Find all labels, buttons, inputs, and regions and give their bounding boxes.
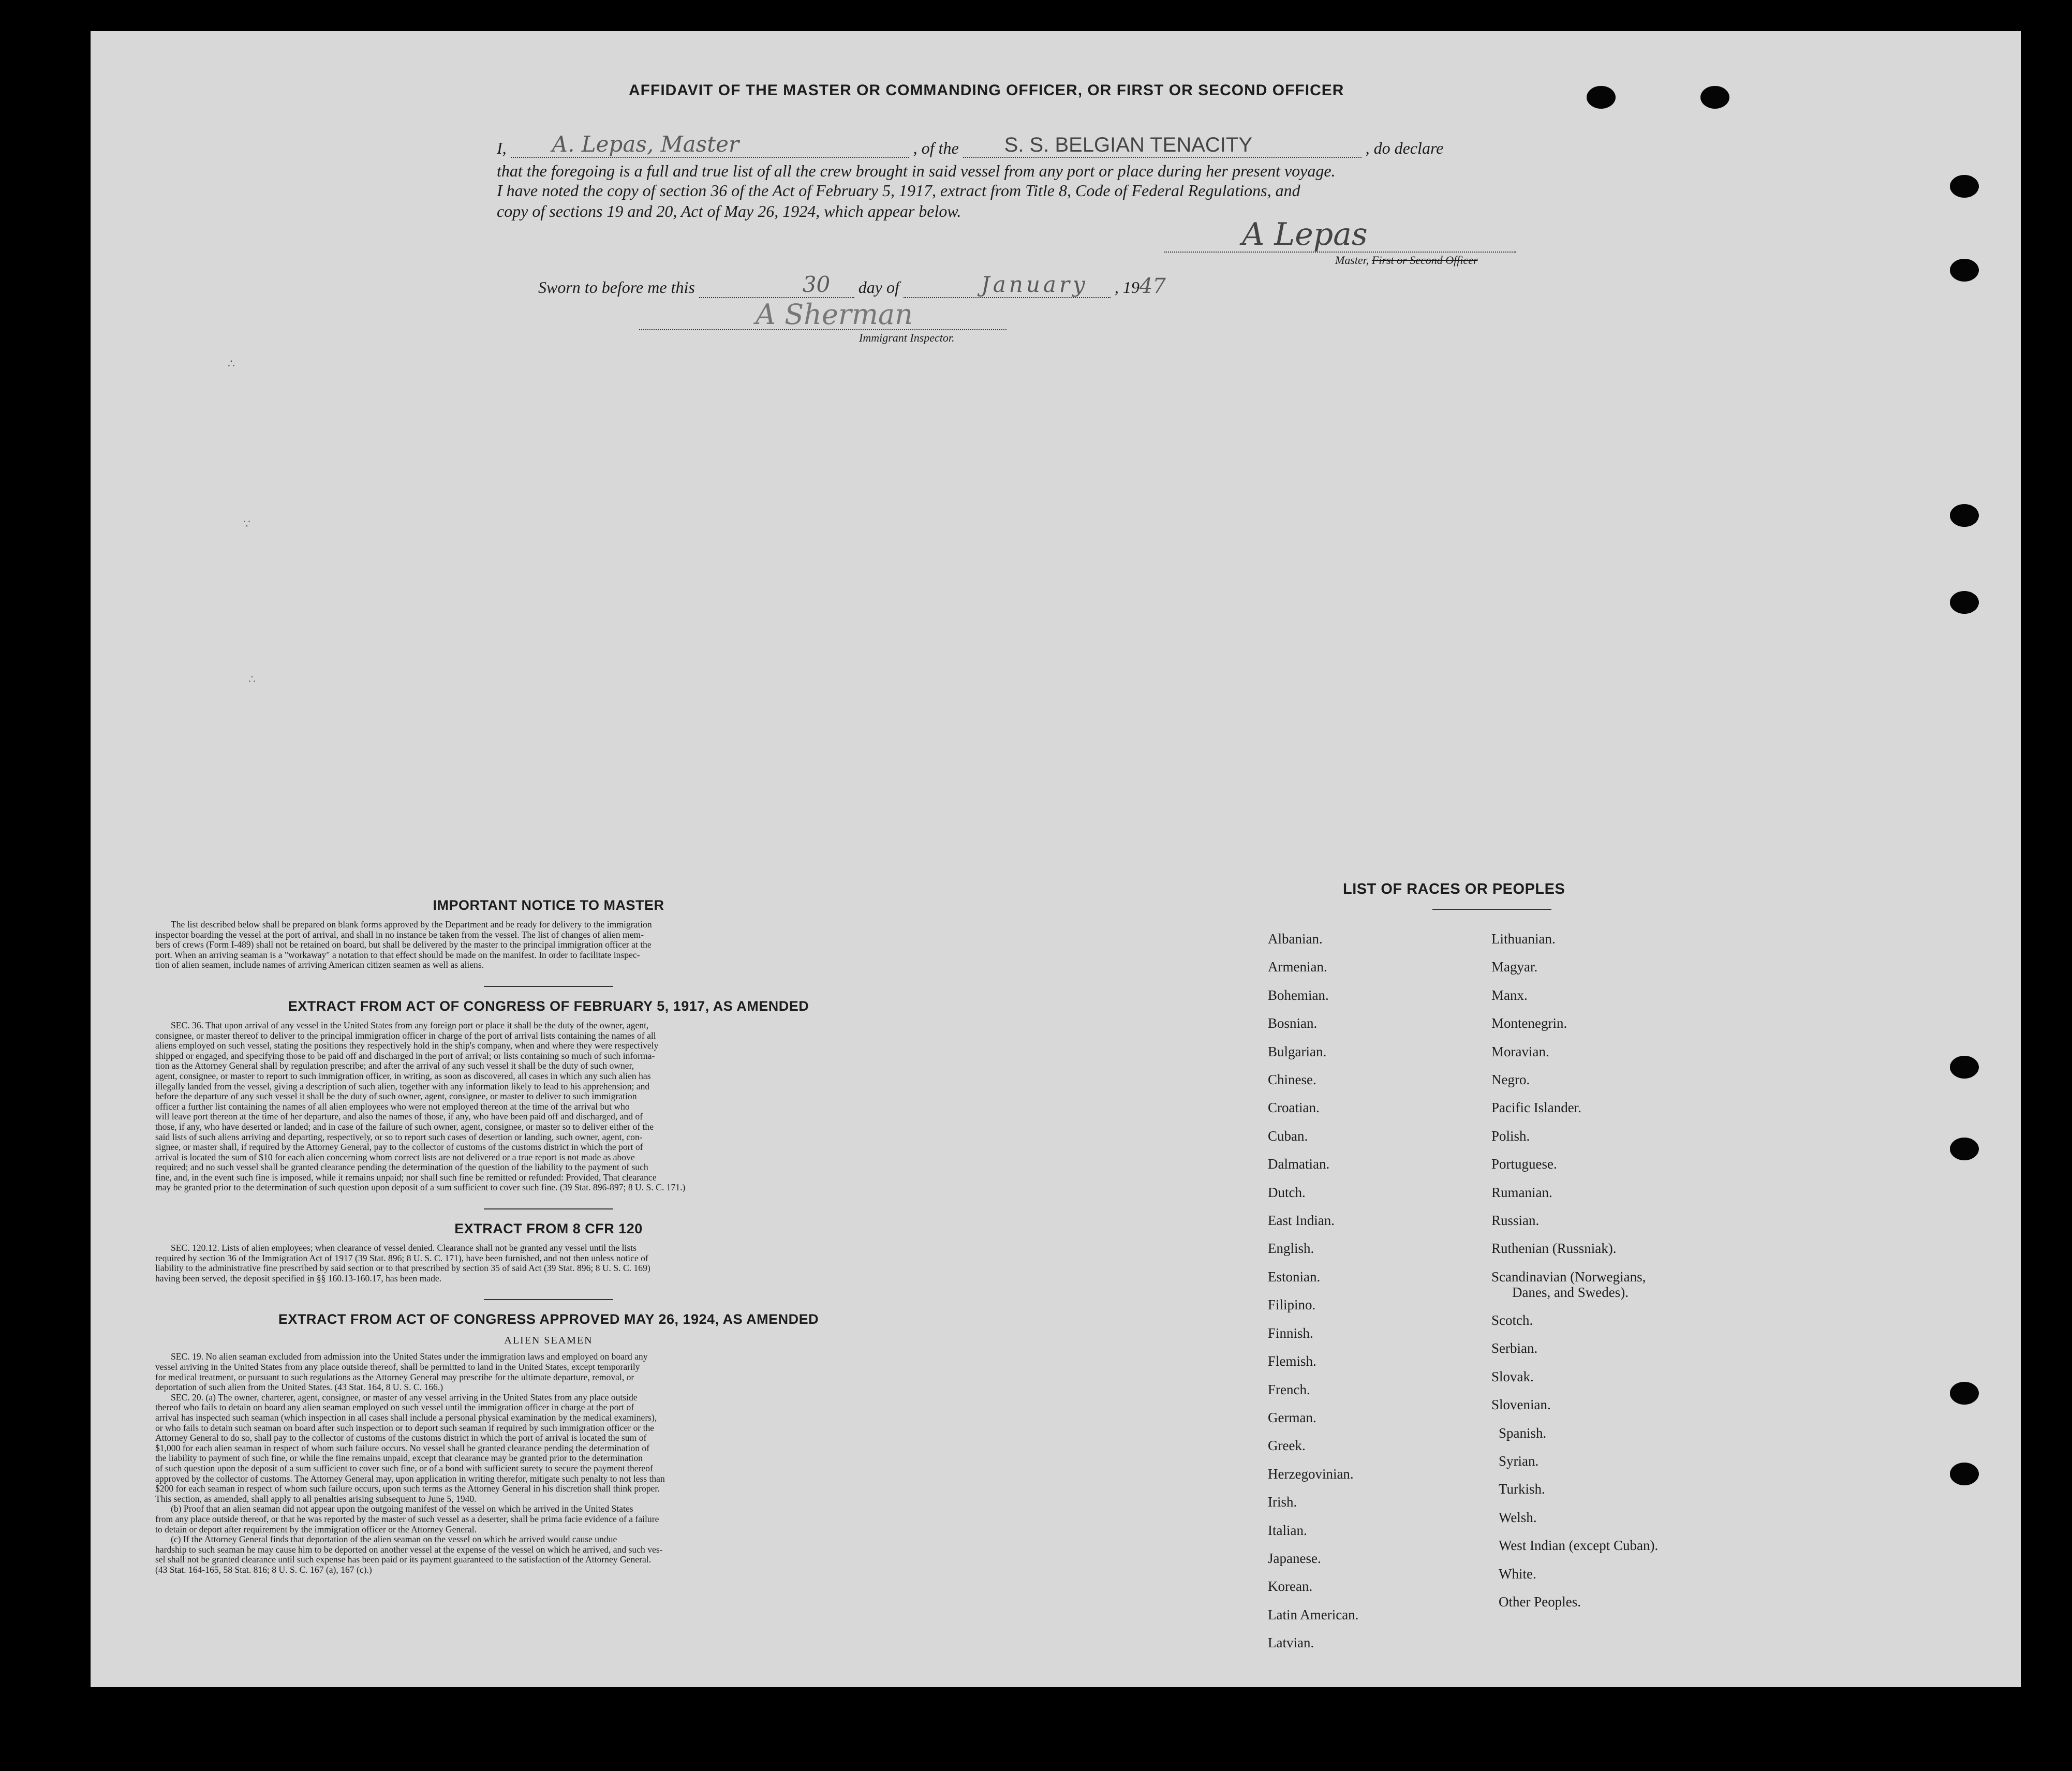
race-item: Syrian.: [1499, 1453, 1539, 1469]
punch-hole: [1950, 259, 1979, 282]
extract-line: sel shall not be granted clearance until such expense has been paid or its payment guaranteed to the satisfaction of the Attorney General.: [155, 1554, 652, 1565]
race-item: Japanese.: [1268, 1550, 1321, 1566]
race-item: German.: [1268, 1409, 1316, 1425]
extract-line: $200 for each seaman in respect of whom such failure occurs, upon such terms as the Attorney General in his discretion shall think proper.: [155, 1483, 660, 1494]
race-item: Scotch.: [1491, 1312, 1533, 1328]
race-item: Magyar.: [1491, 959, 1538, 975]
affidavit-body-line: that the foregoing is a full and true list of all the crew brought in said vessel from any port or place during her present voyage.: [497, 161, 1336, 180]
inspector-signature: A Sherman: [756, 298, 913, 331]
race-item: Chinese.: [1268, 1072, 1316, 1088]
i-label: I,: [497, 139, 507, 157]
race-item: Greek.: [1268, 1438, 1306, 1454]
race-item: Slovenian.: [1491, 1397, 1551, 1413]
legal-column: [153, 897, 944, 1575]
extract-cfr-title: EXTRACT FROM 8 CFR 120: [454, 1221, 643, 1237]
extract-line: (43 Stat. 164-165, 58 Stat. 816; 8 U. S. C. 167 (a), 167 (c).): [155, 1564, 372, 1575]
race-item: Negro.: [1491, 1072, 1530, 1088]
punch-hole: [1950, 1463, 1979, 1485]
notice-line: inspector boarding the vessel at the port of arrival, and shall in no instance be taken from the vessel. The list of changes of alien mem-: [155, 929, 644, 940]
inspector-signature-line: [639, 328, 1007, 330]
extract-line: before the departure of any such vessel it shall be the duty of such owner, agent, consignee, or master to deliver to such immigration: [155, 1091, 637, 1102]
race-item: Latin American.: [1268, 1606, 1359, 1622]
extract-line: officer a further list containing the names of all alien employees who were not employed thereon at the time of the arrival but who: [155, 1101, 630, 1112]
races-title-rule: [1432, 909, 1551, 910]
do-declare-label: , do declare: [1365, 139, 1444, 157]
race-item: Slovak.: [1491, 1368, 1534, 1384]
extract-line: illegally landed from the vessel, giving a description of such alien, together with any information likely to lead to his apprehension; and: [155, 1081, 650, 1091]
margin-mark: ∴: [228, 357, 235, 370]
section-divider: [484, 1299, 613, 1300]
sworn-day: 30: [802, 272, 831, 297]
notice-line: bers of crews (Form I-489) shall not be retained on board, but shall be delivered by the master to the principal immigration officer at the: [155, 939, 652, 950]
punch-hole: [1950, 591, 1979, 614]
race-item: Bosnian.: [1268, 1015, 1318, 1031]
section-divider: [484, 986, 613, 987]
race-item: Cuban.: [1268, 1128, 1308, 1144]
extract-line: SEC. 120.12. Lists of alien employees; when clearance of vessel denied. Clearance shall not be granted any vessel until the lists: [171, 1243, 637, 1253]
extract-line: required; and no such vessel shall be granted clearance pending the determination of the question of the liability to the payment of such: [155, 1162, 648, 1173]
race-item: Albanian.: [1268, 931, 1323, 947]
punch-hole: [1950, 175, 1979, 198]
race-item: West Indian (except Cuban).: [1499, 1538, 1659, 1554]
race-item: English.: [1268, 1241, 1314, 1257]
race-item: Manx.: [1491, 987, 1528, 1003]
race-item: Irish.: [1268, 1494, 1297, 1510]
race-item: Serbian.: [1491, 1340, 1538, 1356]
extract-line: will leave port thereon at the time of her departure, and also the names of those, if any, who have been paid off and discharged, and of: [155, 1111, 643, 1122]
race-item: Rumanian.: [1491, 1184, 1552, 1200]
punch-hole: [1950, 1138, 1979, 1160]
affidavit-declaration-line: [497, 131, 1444, 158]
vessel-stamp: S. S. BELGIAN TENACITY: [1004, 134, 1253, 156]
race-item: Croatian.: [1268, 1100, 1320, 1116]
declarant-field: [511, 131, 909, 158]
extract-line: hardship to such seaman he may cause him to be deported on another vessel at the expense of the vessel on which he arrived, and such ves-: [155, 1544, 663, 1555]
extract-line: SEC. 19. No alien seaman excluded from admission into the United States under the immigration laws and employed on board any: [171, 1351, 648, 1362]
race-item: Latvian.: [1268, 1635, 1314, 1651]
race-item: Moravian.: [1491, 1043, 1549, 1059]
races-left-column: [1268, 925, 1358, 1657]
race-item: Italian.: [1268, 1522, 1307, 1538]
race-item: Lithuanian.: [1491, 931, 1556, 947]
extract-line: for medical treatment, or pursuant to such regulations as the Attorney General may prescribe for the ultimate departure, removal, or: [155, 1371, 634, 1382]
race-item: Ruthenian (Russniak).: [1491, 1241, 1617, 1257]
race-item: Korean.: [1268, 1578, 1313, 1595]
race-item: Danes, and Swedes).: [1512, 1284, 1629, 1300]
extract-line: aliens employed on such vessel, stating the positions they respectively hold in the ship's company, when and where they were respectively: [155, 1040, 659, 1051]
sworn-label: Sworn to before me this: [538, 278, 695, 297]
extract-1917-title: EXTRACT FROM ACT OF CONGRESS OF FEBRUARY 5, 1917, AS AMENDED: [288, 998, 809, 1014]
extract-line: approved by the collector of customs. The Attorney General may, upon application in writing therefor, mitigate such penalty to not less than: [155, 1473, 665, 1484]
race-item: Flemish.: [1268, 1353, 1316, 1369]
race-item: Russian.: [1491, 1213, 1540, 1229]
extract-line: (c) If the Attorney General finds that deportation of the alien seaman on the vessel on which he arrived would cause undue: [171, 1534, 617, 1545]
race-item: Pacific Islander.: [1491, 1100, 1581, 1116]
race-item: Portuguese.: [1491, 1156, 1557, 1172]
sworn-line: [538, 274, 1166, 298]
extract-line: deportation of such alien from the United States. (43 Stat. 164, 8 U. S. C. 166.): [155, 1382, 443, 1393]
inspector-label: Immigrant Inspector.: [859, 331, 955, 344]
race-item: Turkish.: [1499, 1481, 1545, 1497]
notice-line: The list described below shall be prepared on blank forms approved by the Department and be ready for delivery to the immigration: [171, 919, 652, 929]
race-item: Spanish.: [1499, 1425, 1547, 1441]
extract-line: SEC. 20. (a) The owner, charterer, agent, consignee, or master of any vessel arriving in the United States from any place outside: [171, 1392, 638, 1403]
extract-line: of such question upon the deposit of a sum sufficient to cover such fine, or of a bond with sufficient surety to secure the payment thereof: [155, 1463, 653, 1473]
extract-1924-text: [153, 1352, 944, 1575]
race-item: Other Peoples.: [1499, 1593, 1581, 1610]
race-item: White.: [1499, 1566, 1536, 1582]
races-right-column: [1491, 925, 1658, 1616]
alien-seamen-subtitle: ALIEN SEAMEN: [504, 1335, 593, 1347]
master-signature: A Lepas: [1242, 216, 1368, 253]
race-item: Bohemian.: [1268, 987, 1329, 1003]
extract-line: from any place outside thereof, or that he was reported by the master of such vessel as a deserter, shall be prima facie evidence of a failure: [155, 1513, 659, 1524]
race-item: Estonian.: [1268, 1268, 1321, 1285]
sworn-month-field: [904, 272, 1111, 298]
extract-line: signee, or master shall, if required by the Attorney General, pay to the collector of customs of the customs district in which the port of: [155, 1142, 643, 1153]
vessel-field: [963, 134, 1361, 158]
notice-title: IMPORTANT NOTICE TO MASTER: [433, 897, 664, 913]
notice-line: port. When an arriving seaman is a "workaway" a notation to that effect should be made on the manifest. In order to facilitate inspec-: [155, 949, 640, 960]
extract-line: may be granted prior to the determination of such question upon deposit of a sum sufficient to cover such fine. (39 Stat. 896-897; 8 U. S. C. 171.): [155, 1182, 686, 1193]
extract-line: those, if any, who have deserted or landed; and in case of the failure of such owner, agent, consignee, or master so to deliver either of the: [155, 1121, 654, 1132]
extract-line: Attorney General to do so, shall pay to the collector of customs of the customs district in which the port of arrival is located the sum of: [155, 1433, 647, 1443]
extract-1924-title: EXTRACT FROM ACT OF CONGRESS APPROVED MAY 26, 1924, AS AMENDED: [278, 1311, 819, 1327]
punch-hole: [1950, 504, 1979, 527]
extract-line: the liability to payment of such fine, or while the fine remains unpaid, except that clearance may be granted prior to the determination: [155, 1453, 643, 1464]
extract-line: This section, as amended, shall apply to all penalties arising subsequent to June 5, 1940.: [155, 1493, 477, 1504]
race-item: Dalmatian.: [1268, 1156, 1330, 1172]
margin-mark: ∵: [243, 518, 250, 530]
extract-line: (b) Proof that an alien seaman did not appear upon the outgoing manifest of the vessel on which he arrived in the United States: [171, 1503, 633, 1514]
extract-line: agent, consignee, or master to report to such immigration officer, in writing, as soon as discovered, all cases in which any such alien has: [155, 1070, 651, 1081]
extract-line: liability to the administrative fine prescribed by said section or to that prescribed by section 35 of said Act (39 Stat. 896; 8 U. S. C. 169): [155, 1263, 650, 1274]
punch-hole: [1587, 86, 1616, 109]
extract-line: to detain or deport after requirement by the immigration officer or the Attorney General.: [155, 1524, 477, 1534]
extract-line: or who fails to detain such seaman on board after such inspection or to deport such seaman if required by such immigration officer or the: [155, 1422, 655, 1433]
race-item: Scandinavian (Norwegians,: [1491, 1268, 1646, 1285]
extract-line: vessel arriving in the United States from any place outside thereof, shall be permitted to land in the United States, except temporarily: [155, 1362, 640, 1372]
extract-1917-text: [153, 1021, 944, 1193]
of-the-label: , of the: [913, 139, 959, 157]
year-prefix: , 19: [1114, 278, 1139, 297]
race-item: Montenegrin.: [1491, 1015, 1567, 1031]
extract-line: said lists of such aliens arriving and departing, respectively, or so to report such cases of desertion or landing, such owner, agent, con-: [155, 1131, 643, 1142]
extract-line: $1,000 for each alien seaman in respect of whom such failure occurs. No vessel shall be granted clearance pending the determination of: [155, 1442, 650, 1453]
race-item: Polish.: [1491, 1128, 1530, 1144]
extract-line: fine, and, in the event such fine is imposed, while it remains unpaid; nor shall such fine be remitted or refunded: Provided, That clearance: [155, 1172, 657, 1183]
extract-line: arrival is located the sum of $10 for each alien concerning whom correct lists are not delivered or a true report is not made as above: [155, 1152, 635, 1162]
race-item: Bulgarian.: [1268, 1043, 1327, 1059]
affidavit-body-line: I have noted the copy of section 36 of the Act of February 5, 1917, extract from Title 8, Code of Federal Regulations, and: [497, 181, 1300, 200]
extract-line: arrival has inspected such seaman (which inspection in all cases shall include a personal physical examination by the medical examiners),: [155, 1412, 657, 1423]
notice-line: tion of alien seamen, include names of arriving American citizen seamen as well as aliens.: [155, 960, 484, 970]
race-item: French.: [1268, 1381, 1310, 1397]
race-item: Herzegovinian.: [1268, 1466, 1354, 1482]
sworn-day-field: [699, 272, 854, 298]
punch-hole: [1950, 1382, 1979, 1405]
race-item: Armenian.: [1268, 959, 1327, 975]
race-item: Welsh.: [1499, 1509, 1537, 1525]
races-title: LIST OF RACES OR PEOPLES: [1343, 881, 1565, 897]
extract-line: having been served, the deposit specified in §§ 160.13-160.17, has been made.: [155, 1273, 442, 1283]
race-item: East Indian.: [1268, 1213, 1335, 1229]
day-of-label: day of: [858, 278, 899, 297]
notice-text: [153, 920, 944, 970]
margin-mark: ∴: [248, 673, 256, 686]
extract-line: required by section 36 of the Immigration Act of 1917 (39 Stat. 896; 8 U. S. C. 171), have been furnished, and not then unless notice of: [155, 1252, 648, 1263]
race-item: Filipino.: [1268, 1297, 1316, 1313]
affidavit-body-line: copy of sections 19 and 20, Act of May 26, 1924, which appear below.: [497, 202, 961, 220]
extract-line: SEC. 36. That upon arrival of any vessel in the United States from any foreign port or place it shall be the duty of the owner, agent,: [171, 1020, 649, 1030]
declarant-handwriting: A. Lepas, Master: [552, 131, 739, 157]
extract-line: shipped or engaged, and specifying those to be paid off and discharged in the port of arrival; or lists containing so much of such informa-: [155, 1050, 655, 1061]
extract-line: thereof who fails to detain on board any alien seaman employed on such vessel until the immigration officer in charge at the port of: [155, 1402, 634, 1413]
punch-hole: [1700, 86, 1729, 109]
affidavit-title: AFFIDAVIT OF THE MASTER OR COMMANDING OFFICER, OR FIRST OR SECOND OFFICER: [629, 82, 1344, 99]
struck-officer-label: First or Second Officer: [1371, 254, 1478, 267]
extract-line: tion as the Attorney General shall by regulation prescribe; and after the arrival of any such vessel it shall be the duty of such owner,: [155, 1060, 634, 1071]
extract-line: consignee, or master thereof to deliver to the principal immigration officer in charge of the port of arrival lists containing the names of all: [155, 1030, 656, 1041]
race-item: Finnish.: [1268, 1325, 1313, 1341]
section-divider: [484, 1208, 613, 1209]
extract-cfr-text: [153, 1243, 944, 1283]
master-title: [1335, 254, 1478, 267]
sworn-year: 47: [1139, 274, 1166, 298]
punch-hole: [1950, 1056, 1979, 1079]
master-label: Master,: [1335, 254, 1369, 267]
sworn-month: January: [981, 272, 1088, 297]
race-item: Dutch.: [1268, 1184, 1306, 1200]
